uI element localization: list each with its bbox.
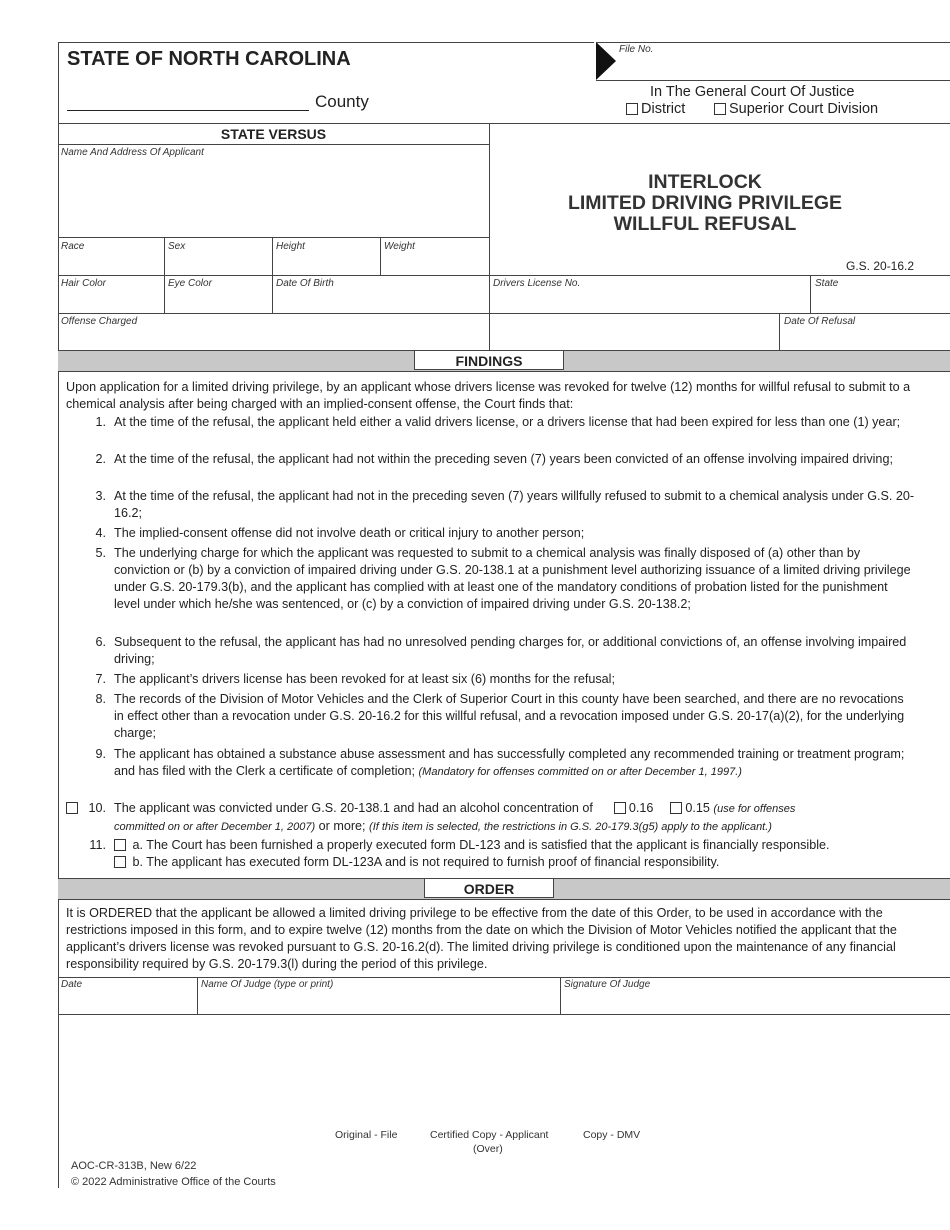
findings-bar — [58, 350, 950, 372]
sig-divider-1 — [197, 977, 198, 1014]
license-no-label: Drivers License No. — [493, 278, 581, 289]
date-label: Date — [61, 979, 83, 990]
state-heading: STATE OF NORTH CAROLINA — [67, 48, 351, 70]
grid-top-line — [58, 123, 950, 124]
order-title: ORDER — [424, 878, 554, 898]
alcohol-015-checkbox[interactable] — [670, 802, 682, 814]
finding-num: 1. — [95, 415, 106, 429]
finding-num: 11. — [89, 838, 106, 852]
sig-divider-2 — [560, 977, 561, 1014]
offense-label: Offense Charged — [61, 316, 138, 327]
finding-text: At the time of the refusal, the applicant held either a valid drivers license, or a drivers license that had been expired for less than one (1) year; — [114, 415, 901, 429]
finding-num: 5. — [95, 546, 106, 560]
item-11b-text: b. The applicant has executed form DL-123A and is not required to furnish proof of financial responsibility. — [132, 855, 720, 869]
file-no-arrow-icon — [596, 42, 616, 80]
copyright: © 2022 Administrative Office of the Courts — [71, 1176, 276, 1188]
alcohol-015-label: 0.15 — [685, 801, 710, 815]
finding-text — [114, 746, 916, 781]
alcohol-016-checkbox[interactable] — [614, 802, 626, 814]
title-line3: WILLFUL REFUSAL — [613, 213, 797, 235]
item-10-checkbox[interactable] — [66, 802, 78, 814]
grid-mid-divider — [489, 123, 490, 351]
date-field[interactable] — [60, 992, 195, 1012]
superior-checkbox[interactable] — [714, 103, 726, 115]
form-title — [490, 172, 920, 235]
applicant-label: Name And Address Of Applicant — [61, 147, 204, 158]
finding-9-text: The applicant has obtained a substance abuse assessment and has successfully completed any recommended training or treatment program; and has filed with the Clerk a certificate of completion; — [114, 747, 905, 778]
superior-label: Superior Court Division — [729, 101, 879, 117]
col-divider-3 — [380, 237, 381, 275]
statute-ref: G.S. 20-16.2 — [846, 259, 915, 273]
file-no-label: File No. — [619, 44, 654, 55]
finding-num: 4. — [95, 526, 106, 540]
file-no-top-line — [596, 42, 950, 43]
col-divider-state — [810, 275, 811, 313]
height-label: Height — [276, 241, 305, 252]
state-versus-line — [58, 144, 489, 145]
judge-name-label: Name Of Judge (type or print) — [201, 979, 334, 990]
finding-num: 9. — [95, 747, 106, 761]
county-blank[interactable] — [67, 110, 309, 111]
race-label: Race — [61, 241, 85, 252]
judge-name-field[interactable] — [199, 992, 558, 1012]
finding-num: 7. — [95, 672, 106, 686]
court-label: In The General Court Of Justice — [650, 84, 855, 100]
item-10-note3: (If this item is selected, the restrictions in G.S. 20-179.3(g5) apply to the applicant.) — [369, 821, 772, 833]
finding-num: 10. — [88, 801, 106, 815]
hair-color-label: Hair Color — [61, 278, 107, 289]
county-label: County — [315, 92, 369, 111]
col-divider-refusal — [779, 313, 780, 351]
file-no-bottom-line — [596, 80, 950, 81]
title-line2: LIMITED DRIVING PRIVILEGE — [567, 192, 843, 214]
item-10-note2: committed on or after December 1, 2007) — [114, 821, 316, 833]
district-checkbox[interactable] — [626, 103, 638, 115]
district-label: District — [641, 101, 686, 117]
findings-intro: Upon application for a limited driving privilege, by an applicant whose drivers license was revoked for twelve (12) months for willful refusal to submit to a chemical analysis after being charged with an implied-consent offense, the Court finds that: — [66, 380, 911, 411]
item-11a-text: a. The Court has been furnished a properly executed form DL-123 and is satisfied that the applicant is financially responsible. — [132, 838, 830, 852]
order-text: It is ORDERED that the applicant be allowed a limited driving privilege to be effective from the date of this Order, to be used in accordance with the restrictions imposed in this form, and to expire twelve (12) months from the date on which the Division of Motor Vehicles notified the applicant that the applicant’s drivers license was revoked pursuant to G.S. 20-16.2(d). The limited driving privilege is conditioned upon the maintenance of any financial responsibility required by G.S. 20-179.3(l) during the period of this privilege. — [66, 906, 897, 971]
signature-row-top — [58, 977, 950, 978]
state-versus-heading: STATE VERSUS — [220, 126, 327, 142]
finding-num: 2. — [95, 452, 106, 466]
row-offense-top — [58, 313, 950, 314]
state-label: State — [815, 278, 839, 289]
item-10-note1: (use for offenses — [713, 803, 796, 815]
over-note: (Over) — [473, 1143, 503, 1155]
finding-num: 6. — [95, 635, 106, 649]
alcohol-016-label: 0.16 — [628, 801, 654, 815]
findings-title: FINDINGS — [414, 350, 564, 370]
dob-label: Date Of Birth — [276, 278, 334, 289]
row-race-top — [58, 237, 489, 238]
finding-text: The implied-consent offense did not involve death or critical injury to another person; — [114, 526, 585, 540]
superior-option[interactable] — [714, 101, 878, 117]
finding-text: At the time of the refusal, the applicant had not in the preceding seven (7) years willfully refused to submit to a chemical analysis under G.S. 20-16.2; — [114, 489, 915, 520]
title-line1: INTERLOCK — [648, 171, 762, 193]
row-hair-top — [58, 275, 950, 276]
item-10-more: or more; — [318, 819, 366, 833]
left-border — [58, 42, 59, 1188]
finding-text — [114, 800, 916, 836]
form-number: AOC-CR-313B, New 6/22 — [71, 1160, 197, 1172]
item-11b-checkbox[interactable] — [114, 856, 126, 868]
district-option[interactable] — [626, 101, 685, 117]
applicant-field[interactable] — [60, 160, 487, 236]
item-11-options — [114, 837, 830, 871]
finding-text: The underlying charge for which the applicant was requested to submit to a chemical analysis was finally disposed of (a) other than by conviction or (b) by a conviction of impaired driving under G.S. 20-138.1 at a punishment level authorizing issuance of a limited driving privilege under G.S. 20-179.3(b), and the applicant has complied with at least one of the mandatory conditions of probation listed for the punishment level under which he/she was sentenced, or (c) by a conviction of impaired driving under G.S. 20-138.2; — [114, 546, 911, 611]
date-refusal-label: Date Of Refusal — [784, 316, 856, 327]
distribution-original: Original - File — [335, 1129, 398, 1141]
finding-text: The records of the Division of Motor Vehicles and the Clerk of Superior Court in this county have been searched, and there are no revocations in effect other than a revocation under G.S. 20-16.2 for this willful refusal, and a revocation imposed under G.S. 20-17(a)(2), for the underlying charge; — [114, 692, 905, 740]
sex-label: Sex — [168, 241, 186, 252]
eye-color-label: Eye Color — [168, 278, 212, 289]
finding-9-note: (Mandatory for offenses committed on or after December 1, 1997.) — [418, 766, 742, 778]
judge-signature-label: Signature Of Judge — [564, 979, 651, 990]
item-11b-row[interactable] — [114, 854, 830, 871]
item-11a-checkbox[interactable] — [114, 839, 126, 851]
weight-label: Weight — [384, 241, 415, 252]
distribution-dmv: Copy - DMV — [583, 1129, 641, 1141]
top-border — [58, 42, 594, 43]
finding-text: The applicant’s drivers license has been revoked for at least six (6) months for the refusal; — [114, 672, 615, 686]
finding-num: 3. — [95, 489, 106, 503]
finding-num: 8. — [95, 692, 106, 706]
distribution-certified: Certified Copy - Applicant — [430, 1129, 549, 1141]
signature-row-bottom — [58, 1014, 950, 1015]
item-11a-row[interactable] — [114, 837, 830, 854]
judge-signature-field[interactable] — [562, 992, 948, 1012]
order-bar — [58, 878, 950, 900]
finding-text: At the time of the refusal, the applicant had not within the preceding seven (7) years been convicted of an offense involving impaired driving; — [114, 452, 893, 466]
item-10-text: The applicant was convicted under G.S. 20-138.1 and had an alcohol concentration of — [114, 801, 593, 815]
finding-text: Subsequent to the refusal, the applicant has had no unresolved pending charges for, or additional convictions of, an offense involving impaired driving; — [114, 635, 907, 666]
